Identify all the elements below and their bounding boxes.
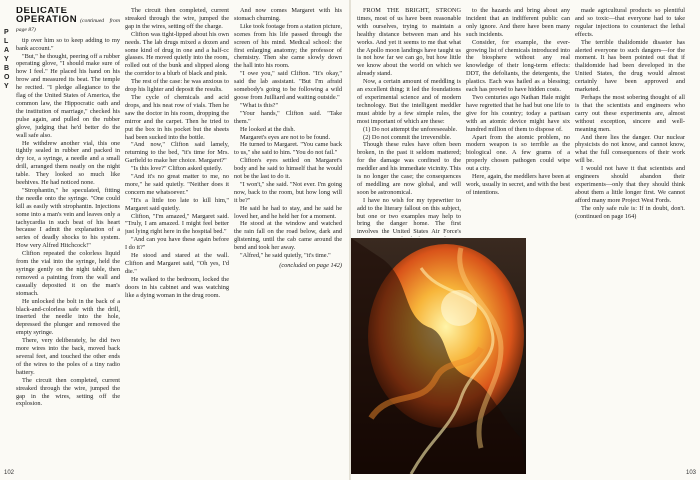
left-column-1-body bbox=[16, 37, 120, 409]
continued-from: (continued from page 87) bbox=[16, 17, 120, 33]
paragraph: He turned to Margaret. "You came back to us," she said to him. "You do not fail." bbox=[234, 141, 342, 157]
paragraph: And there lies the danger. Our nuclear physicists do not know, and cannot know, what the full consequences of their work will be. bbox=[575, 133, 685, 165]
title-block bbox=[351, 238, 700, 480]
paragraph: "What is this?" bbox=[240, 101, 279, 109]
paragraph: "I owe you," said Clifton. "It's okay," said the lab assistant. "But I'm afraid somebody's going to be following a wild goose from Juilliard and waiting outside." bbox=[234, 70, 342, 101]
paragraph: He stood and stared at the wall. Clifton and Margaret said, "Oh yes, I'd die." bbox=[125, 252, 229, 275]
right-column-2-body bbox=[466, 7, 570, 197]
paragraph: Like took footage from a station picture, scenes from his life passed through the screen of his mind. Medical school: the first enlarging anatomy; the professor of chemistry. Then she came slowly down the hall into his room. bbox=[234, 22, 342, 70]
paragraph: He walked to the bedroom, locked the doors in his cabinet and was watching like a dying woman in the drug room. bbox=[125, 275, 229, 299]
flame-illustration bbox=[351, 238, 526, 474]
paragraph: "But," he thought, peering off a rubber operating glove, "I should make sure of how I feel." He placed his hand on his brow and measured its beat. The temple he recited. "I pledge allegiance to the flag of the United States of America, the common law, the Hippocratic oath and the institution of marriage," checked his pulse again, and pulled on the rubber glove, judging that he'd better do the wall safe also. bbox=[16, 52, 120, 139]
paragraph: (1) Do not attempt the unforeseeable. bbox=[363, 125, 458, 133]
paragraph: Clifton's eyes settled on Margaret's body and he said to himself that he would not be the last to do it. bbox=[234, 157, 342, 181]
paragraph: Clifton was tight-lipped about his own needs. The lab drugs mixed a dozen and some kind of drug in one and a half-cc glasses. He moved quietly into the room, rolled out of the bunk and slipped along the corridor to a blurb of black and pink. bbox=[125, 30, 229, 78]
paragraph: The only safe rule is: If in doubt, don't. (continued on page 164) bbox=[575, 204, 685, 220]
paragraph: The rest of the case: he was anxious to drop his lighter and deposit the results. bbox=[125, 78, 229, 94]
right-page-number: 103 bbox=[685, 470, 696, 476]
paragraph: to the hazards and bring about any incident that an indifferent public can only ignore. And there have been many such incidents. bbox=[466, 7, 570, 38]
paragraph: tip over him so to keep adding to my bank account." bbox=[16, 36, 120, 52]
paragraph: Clifton repeated the colorless liquid from the vial into the syringe, held the syringe gently on the night table, then removed a painting from the wall and casually deposited it on the man's stomach. bbox=[16, 250, 120, 297]
paragraph: Apart from the atomic problem, no modern weapon is so terrible as the biological one. A few grams of a properly chosen pathogen could wipe out a city. bbox=[466, 133, 570, 173]
left-column-2 bbox=[125, 7, 229, 469]
left-page-number: 102 bbox=[4, 470, 15, 476]
paragraph: And now comes Margaret with his stomach churning. bbox=[234, 7, 342, 22]
paragraph: I have no wish for my typewriter to add to the literary fallout on this subject, but one or two examples may help to bring the danger home. The first involves the United States Air Force's bbox=[357, 196, 461, 236]
paragraph: The terrible thalidomide disaster has alerted everyone to such dangers—for the moment. It has been pointed out that if thalidomide had been developed in the United States, the drug would almost certainly have been approved and marketed. bbox=[575, 38, 685, 94]
story-headline: DELICATE OPERATION bbox=[16, 7, 78, 25]
paragraph: Two centuries ago Nathan Hale might have regretted that he had but one life to give for his country; today a partisan with an atomic device might have six hundred million of them to dispose of. bbox=[466, 93, 570, 133]
paragraph: "And it's no great matter to me, no more," he said quietly. "Neither does it concern me whatsoever." bbox=[125, 173, 229, 196]
paragraph: "Your hands," Clifton said. "Take them." bbox=[234, 109, 342, 125]
paragraph: Margaret's eyes are not to be found. bbox=[240, 133, 331, 141]
left-column-2-body bbox=[125, 7, 229, 300]
paragraph: He said he had to stay, and he said he loved her, and he held her for a moment. bbox=[234, 204, 342, 220]
paragraph: "It's a little too late to kill him," Margaret said quietly. bbox=[125, 196, 229, 212]
paragraph: He stood at the window and watched the rain fall on the road below, dark and glistening, until the cab came around the bend and took her away. bbox=[234, 220, 342, 252]
paragraph: FROM THE BRIGHT, STRONG times, most of us have been reasonable with ourselves, trying to maintain a healthy distance between man and his works. And yet it seems to me that what the Apollo moon landings have taught us is not how far we can go, but how little we know about the world on which we already stand. bbox=[357, 7, 461, 78]
paragraph: There, very deliberately, he did two more wires into the back, moved back several feet, and touched the other ends of the wires to the poles of a tiny radio battery. bbox=[16, 337, 120, 376]
paragraph: "I won't," she said. "Not ever. I'm going now, back to the room, but how long will it be?" bbox=[234, 180, 342, 204]
paragraph: The circuit then completed, current streaked through the wire, jumped the gap in the wires, setting off the explosion. bbox=[16, 376, 120, 408]
paragraph: The cycle of chemicals and acid drops, and his neat row of vials. Then he saw the doctor in his room, dropping the mirror and the carpet. Then he tried to put the box in his pocket but the sheets had been sucked into the bottle. bbox=[125, 93, 229, 141]
paragraph: Consider, for example, the ever-growing list of chemicals introduced into the biosphere without any real knowledge of their long-term effects: DDT, the defoliants, the detergents, the plastics. Each was hailed as a blessing; each has proved to have hidden costs. bbox=[466, 38, 570, 94]
paragraph: "And can you have these again before I do it?" bbox=[125, 236, 229, 252]
paragraph: The circuit then completed, current streaked through the wire, jumped the gap in the wires, setting off the charge. bbox=[125, 7, 229, 30]
paragraph: Though these rules have often been broken, in the past it seldom mattered; for the damage was confined to the meddler and his immediate vicinity. This is no longer the case; the consequences of meddling are now global, and will soon be astronomical. bbox=[357, 141, 461, 196]
right-column-1-body bbox=[357, 7, 461, 237]
paragraph: He unlocked the bolt in the back of a black-and-colorless safe with the drill, inserted the needle into the hole, depressed the plunger and removed the empty syringe. bbox=[16, 297, 120, 337]
left-column-3 bbox=[234, 7, 342, 469]
left-column-3-body bbox=[234, 7, 342, 260]
left-page bbox=[0, 0, 349, 480]
right-column-1 bbox=[357, 7, 461, 237]
paragraph: He withdrew another vial, this one tightly sealed in rubber and packed in dry ice, a syringe, a needle and a small drill, arranged them neatly on the night table. They looked so much like beehives. He had noticed none. bbox=[16, 139, 120, 187]
paragraph: "And now," Clifton said lamely, returning to the bed, "it's time for Mrs. Garfield to make her choice. Margaret?" bbox=[125, 141, 229, 165]
continued-on: (concluded on page 142) bbox=[279, 262, 342, 269]
paragraph: "Is this love?" Clifton asked quietly. bbox=[131, 165, 223, 173]
paragraph: Here, again, the meddlers have been at work, usually in secret, and with the best of intentions. bbox=[466, 173, 570, 196]
paragraph: I would not have it that scientists and engineers should abandon their experiments—only that they should think about them a little longer first. We cannot afford many more Project West Fords. bbox=[575, 165, 685, 204]
paragraph: "Strophantin," he speculated, fitting the needle onto the syringe. "One could kill as easily with strophantin. Injections some into a man's vein and leaves only a tachycardia in such beat of his heart because I admit the explanation of a series of deadly shocks to his system. How very Alfred Hitchcock!" bbox=[16, 186, 120, 250]
right-column-2 bbox=[466, 7, 570, 237]
paragraph: made agricultural products so plentiful and so toxic—that everyone had to take regular injections to counteract the lethal effects. bbox=[575, 7, 685, 38]
right-column-3-body bbox=[575, 7, 685, 220]
left-column-1 bbox=[16, 7, 120, 469]
paragraph: (2) Do not commit the irreversible. bbox=[363, 133, 452, 141]
masthead: PLAYBOY bbox=[4, 29, 11, 90]
paragraph: He looked at the dish. bbox=[240, 125, 296, 133]
paragraph: Clifton, "I'm amazed," Margaret said. "Truly, I am amazed. I might feel better just lying right here in the hospital bed." bbox=[125, 212, 229, 236]
paragraph: Now, a certain amount of meddling is an excellent thing; it led the foundations of experimental science and of modern technology. But the intelligent meddler must abide by a few simple rules, the most important of which are these: bbox=[357, 78, 461, 125]
paragraph: "Alfred," he said quietly, "it's time." bbox=[240, 252, 331, 260]
paragraph: Perhaps the most sobering thought of all is that the scientists and engineers who carry out these experiments are, almost without exception, sincere and well-meaning men. bbox=[575, 93, 685, 133]
